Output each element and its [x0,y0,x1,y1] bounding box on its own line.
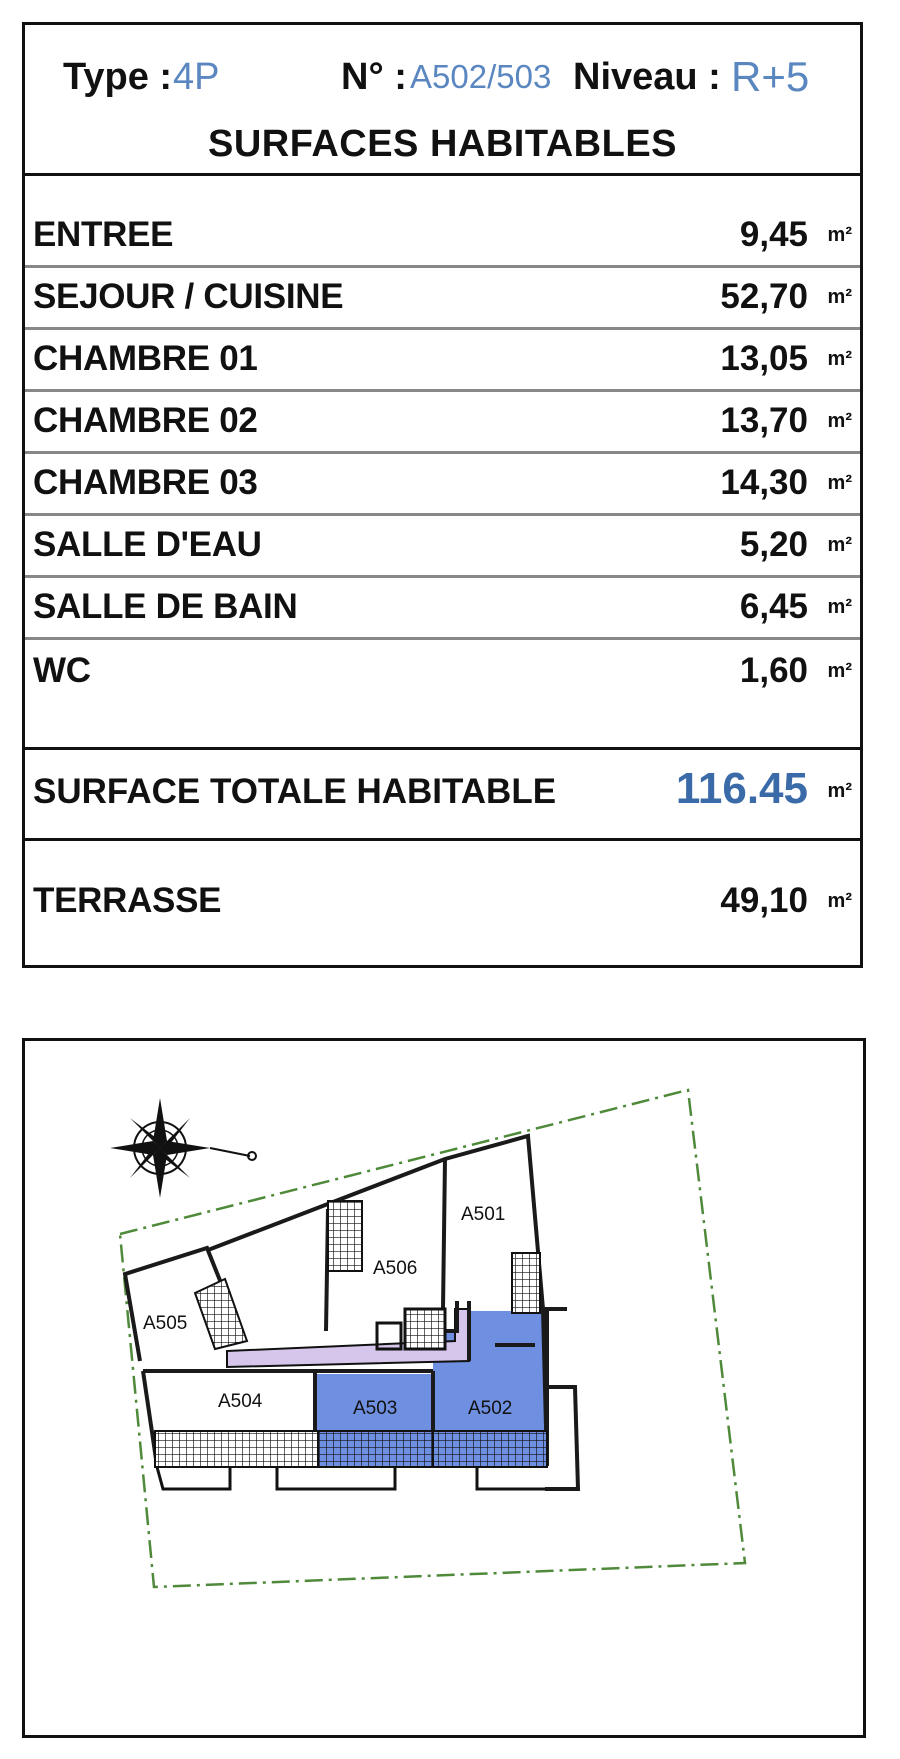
room-row [25,577,860,640]
room-label: CHAMBRE 01 [33,339,258,378]
area-unit: m² [827,348,852,370]
room-label: ENTREE [33,215,174,254]
room-area: 1,60 [739,651,808,690]
stair-grid-a505 [195,1279,247,1349]
room-area: 13,05 [720,339,808,378]
level-value: R+5 [731,53,810,100]
type-label: Type : [63,56,173,98]
area-unit: m² [827,596,852,618]
room-label: SALLE DE BAIN [33,587,298,626]
apartment-info [25,47,860,107]
terrace-label: TERRASSE [33,881,222,920]
room-area: 13,70 [720,401,808,440]
area-unit: m² [827,660,852,682]
room-area: 5,20 [739,525,808,564]
total-unit: m² [827,780,852,802]
room-row [25,391,860,454]
room-row [25,205,860,268]
stair-grid-a506 [328,1201,362,1271]
table-header [25,25,860,176]
unit-label-a501: A501 [461,1204,506,1225]
unit-label-a503: A503 [353,1398,398,1419]
number-value: A502/503 [410,58,552,95]
compass-rose-icon [110,1098,256,1198]
room-label: SEJOUR / CUISINE [33,277,344,316]
unit-label-a502: A502 [468,1398,513,1419]
balcony-edges [157,1467,545,1489]
room-area: 52,70 [720,277,808,316]
room-area: 9,45 [739,215,808,254]
floor-plan [22,1038,866,1738]
unit-label-a506: A506 [373,1258,418,1279]
terrace-area: 49,10 [720,881,808,920]
room-label: CHAMBRE 03 [33,463,258,502]
total-area: 116.45 [675,764,808,813]
page-title: SURFACES HABITABLES [207,123,678,165]
area-unit: m² [827,286,852,308]
room-label: SALLE D'EAU [33,525,262,564]
type-value: 4P [173,56,220,98]
area-unit: m² [827,410,852,432]
room-row [25,641,860,701]
total-label: SURFACE TOTALE HABITABLE [33,772,557,811]
floor-plan-drawing [25,1041,863,1735]
terrace-row [25,871,860,931]
room-row [25,267,860,330]
balcony-strip [155,1431,318,1467]
room-row [25,329,860,392]
area-unit: m² [827,472,852,494]
stair-core [405,1309,445,1349]
room-row [25,515,860,578]
room-area: 14,30 [720,463,808,502]
area-unit: m² [827,224,852,246]
room-row [25,453,860,516]
stair-grid-a501 [512,1253,540,1313]
unit-label-a505: A505 [143,1313,188,1334]
balcony-strip-a502 [433,1431,547,1467]
room-area: 6,45 [739,587,808,626]
number-label: N° : [341,56,407,98]
unit-label-a504: A504 [218,1391,263,1412]
surface-table [22,22,863,968]
area-unit: m² [827,534,852,556]
total-row [25,747,860,841]
room-label: CHAMBRE 02 [33,401,258,440]
balcony-strip-a503 [318,1431,433,1467]
room-label: WC [33,651,91,690]
terrace-unit: m² [827,890,852,912]
level-label: Niveau : [573,56,721,98]
